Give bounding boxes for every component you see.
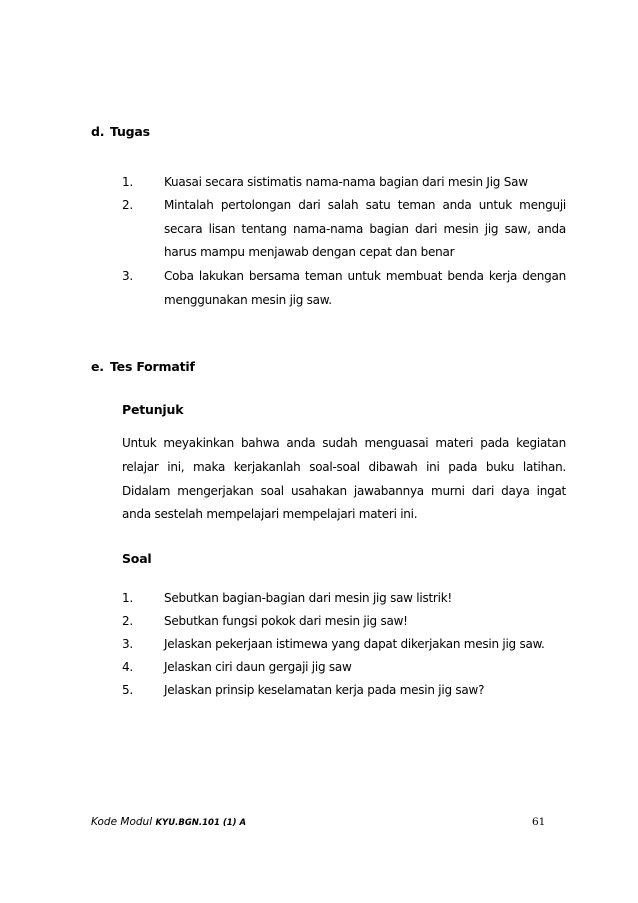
footer-label: Kode Modul (91, 816, 153, 828)
soal-item-5 (122, 679, 566, 703)
section-e-letter: e. (91, 359, 104, 374)
tugas-item-1 (122, 171, 566, 195)
soal-item-5-number: 5. (122, 683, 133, 697)
tugas-item-3-text: Coba lakukan bersama teman untuk membuat benda kerja dengan menggunakan mesin jig saw. (164, 269, 566, 307)
footer-code: KYU.BGN.101 (1) A (155, 818, 247, 828)
tugas-item-1-number: 1. (122, 175, 133, 189)
soal-item-3-number: 3. (122, 637, 133, 651)
section-d-title: Tugas (110, 124, 150, 139)
soal-item-1 (122, 587, 566, 611)
soal-item-5-text: Jelaskan prinsip keselamatan kerja pada mesin jig saw? (164, 683, 485, 697)
petunjuk-paragraph: Untuk meyakinkan bahwa anda sudah menguasai materi pada kegiatan relajar ini, maka kerjakanlah soal-soal dibawah ini pada buku latihan. Didalam mengerjakan soal usahakan jawabannya murni dari daya ingat anda sestelah mempelajari mempelajari materi ini. (122, 436, 566, 522)
soal-item-4-number: 4. (122, 660, 133, 674)
soal-item-4-text: Jelaskan ciri daun gergaji jig saw (164, 660, 352, 674)
soal-heading: Soal (122, 551, 152, 566)
tugas-item-3-number: 3. (122, 269, 133, 283)
soal-item-3-text: Jelaskan pekerjaan istimewa yang dapat dikerjakan mesin jig saw. (164, 637, 545, 651)
soal-item-2-number: 2. (122, 614, 133, 628)
tugas-item-3 (122, 265, 566, 312)
soal-item-4 (122, 656, 566, 680)
section-d-heading (91, 124, 150, 139)
tugas-item-2-text: Mintalah pertolongan dari salah satu teman anda untuk menguji secara lisan tentang nama-nama bagian dari mesin jig saw, anda harus mampu menjawab dengan cepat dan benar (164, 198, 566, 259)
soal-item-2-text: Sebutkan fungsi pokok dari mesin jig saw! (164, 614, 408, 628)
soal-item-2 (122, 610, 566, 634)
soal-item-1-number: 1. (122, 591, 133, 605)
soal-item-1-text: Sebutkan bagian-bagian dari mesin jig saw listrik! (164, 591, 452, 605)
soal-item-3 (122, 633, 566, 657)
section-e-title: Tes Formatif (110, 359, 195, 374)
footer-module-code (91, 816, 246, 828)
section-e-heading (91, 359, 195, 374)
page-number: 61 (532, 816, 546, 828)
tugas-item-2-number: 2. (122, 198, 133, 212)
petunjuk-heading: Petunjuk (122, 402, 184, 417)
tugas-item-2 (122, 194, 566, 265)
tugas-item-1-text: Kuasai secara sistimatis nama-nama bagian dari mesin Jig Saw (164, 175, 528, 189)
section-d-letter: d. (91, 124, 105, 139)
